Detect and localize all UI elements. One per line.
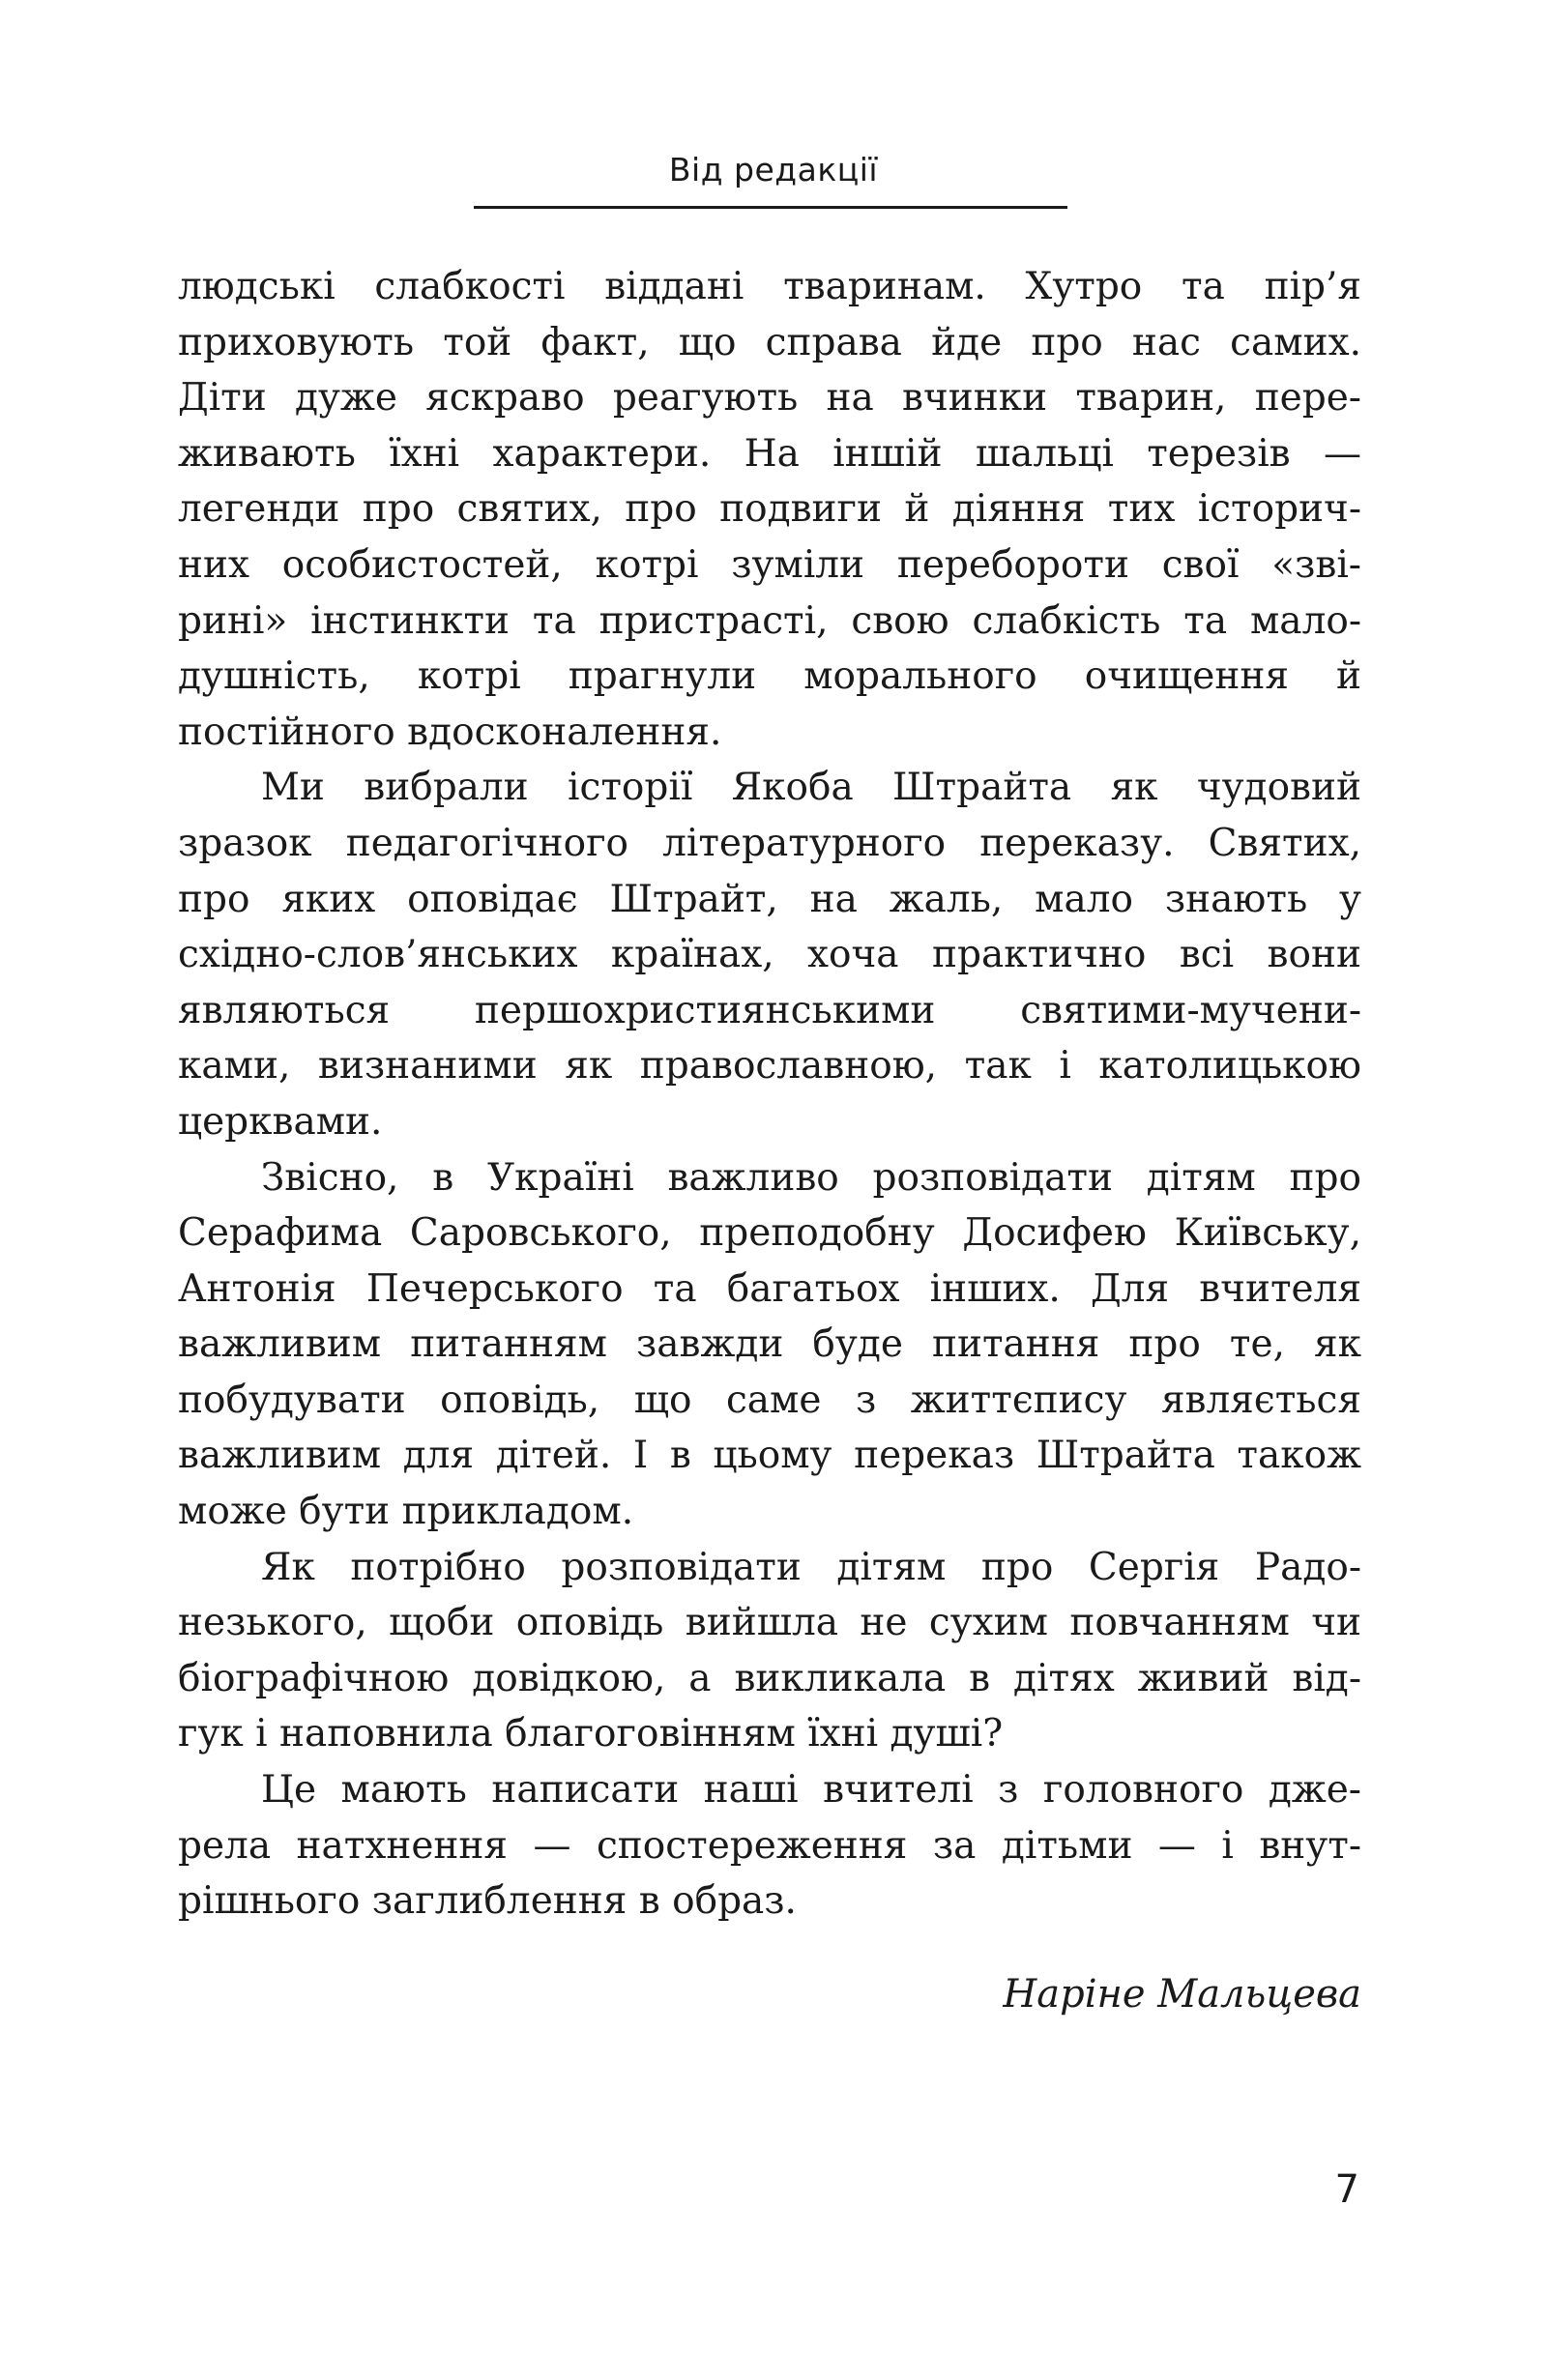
author-signature: Наріне Мальцева <box>1003 1972 1361 2017</box>
text-line: важливим для дітей. І в цьому переказ Штрайта також <box>178 1434 1361 1478</box>
text-line: рині» інстинкти та пристрасті, свою слабкість та мало- <box>178 598 1361 643</box>
text-line: людські слабкості віддані тваринам. Хутро та пір’я <box>178 265 1361 308</box>
text-line: церквами. <box>178 1099 383 1144</box>
text-line: Це мають написати наші вчителі з головного дже- <box>261 1768 1361 1813</box>
text-line: гук і наповнила благоговінням їхні душі? <box>178 1712 1004 1756</box>
text-line: приховують той факт, що справа йде про нас самих. <box>178 320 1361 364</box>
page-number: 7 <box>1334 2167 1359 2212</box>
text-line: Антонія Печерського та багатьох інших. Для вчителя <box>178 1266 1361 1311</box>
body-text <box>178 259 1361 1930</box>
text-line: них особистостей, котрі зуміли перебороти свої «зві- <box>178 542 1361 587</box>
text-line: побудувати оповідь, що саме з життєпису являється <box>178 1378 1361 1422</box>
text-line: являються першохристиянськими святими-мучени- <box>178 988 1361 1032</box>
header-rule <box>474 206 1067 209</box>
text-line: постійного вдосконалення. <box>178 710 722 754</box>
running-head: Від редакції <box>668 151 879 189</box>
text-line: Діти дуже яскраво реагують на вчинки тварин, пере- <box>178 376 1361 421</box>
text-line: живають їхні характери. На іншій шальці терезів — <box>178 431 1361 476</box>
text-line: ками, визнаними як православною, так і католицькою <box>178 1044 1361 1088</box>
text-line: східно-слов’янських країнах, хоча практично всі вони <box>178 933 1361 977</box>
text-line: важливим питанням завжди буде питання про те, як <box>178 1322 1361 1367</box>
text-line: душність, котрі прагнули морального очищення й <box>178 654 1361 699</box>
text-line: легенди про святих, про подвиги й діяння тих історич- <box>178 487 1361 532</box>
text-line: Звісно, в Україні важливо розповідати дітям про <box>261 1155 1361 1200</box>
text-line: Ми вибрали історії Якоба Штрайта як чудовий <box>261 766 1361 810</box>
text-line: рела натхнення — спостереження за дітьми — і внут- <box>178 1823 1361 1868</box>
text-line: незького, щоби оповідь вийшла не сухим повчанням чи <box>178 1601 1361 1645</box>
text-line: про яких оповідає Штрайт, на жаль, мало знають у <box>178 877 1361 921</box>
text-line: Як потрібно розповідати дітям про Сергія Радо- <box>261 1545 1361 1589</box>
text-line: зразок педагогічного літературного переказу. Святих, <box>178 821 1361 865</box>
text-line: біографічною довідкою, а викликала в дітях живий від- <box>178 1656 1361 1700</box>
text-line: рішнього заглиблення в образ. <box>178 1879 797 1924</box>
text-line: Серафима Саровського, преподобну Досифею Київську, <box>178 1211 1361 1256</box>
text-line: може бути прикладом. <box>178 1490 634 1534</box>
